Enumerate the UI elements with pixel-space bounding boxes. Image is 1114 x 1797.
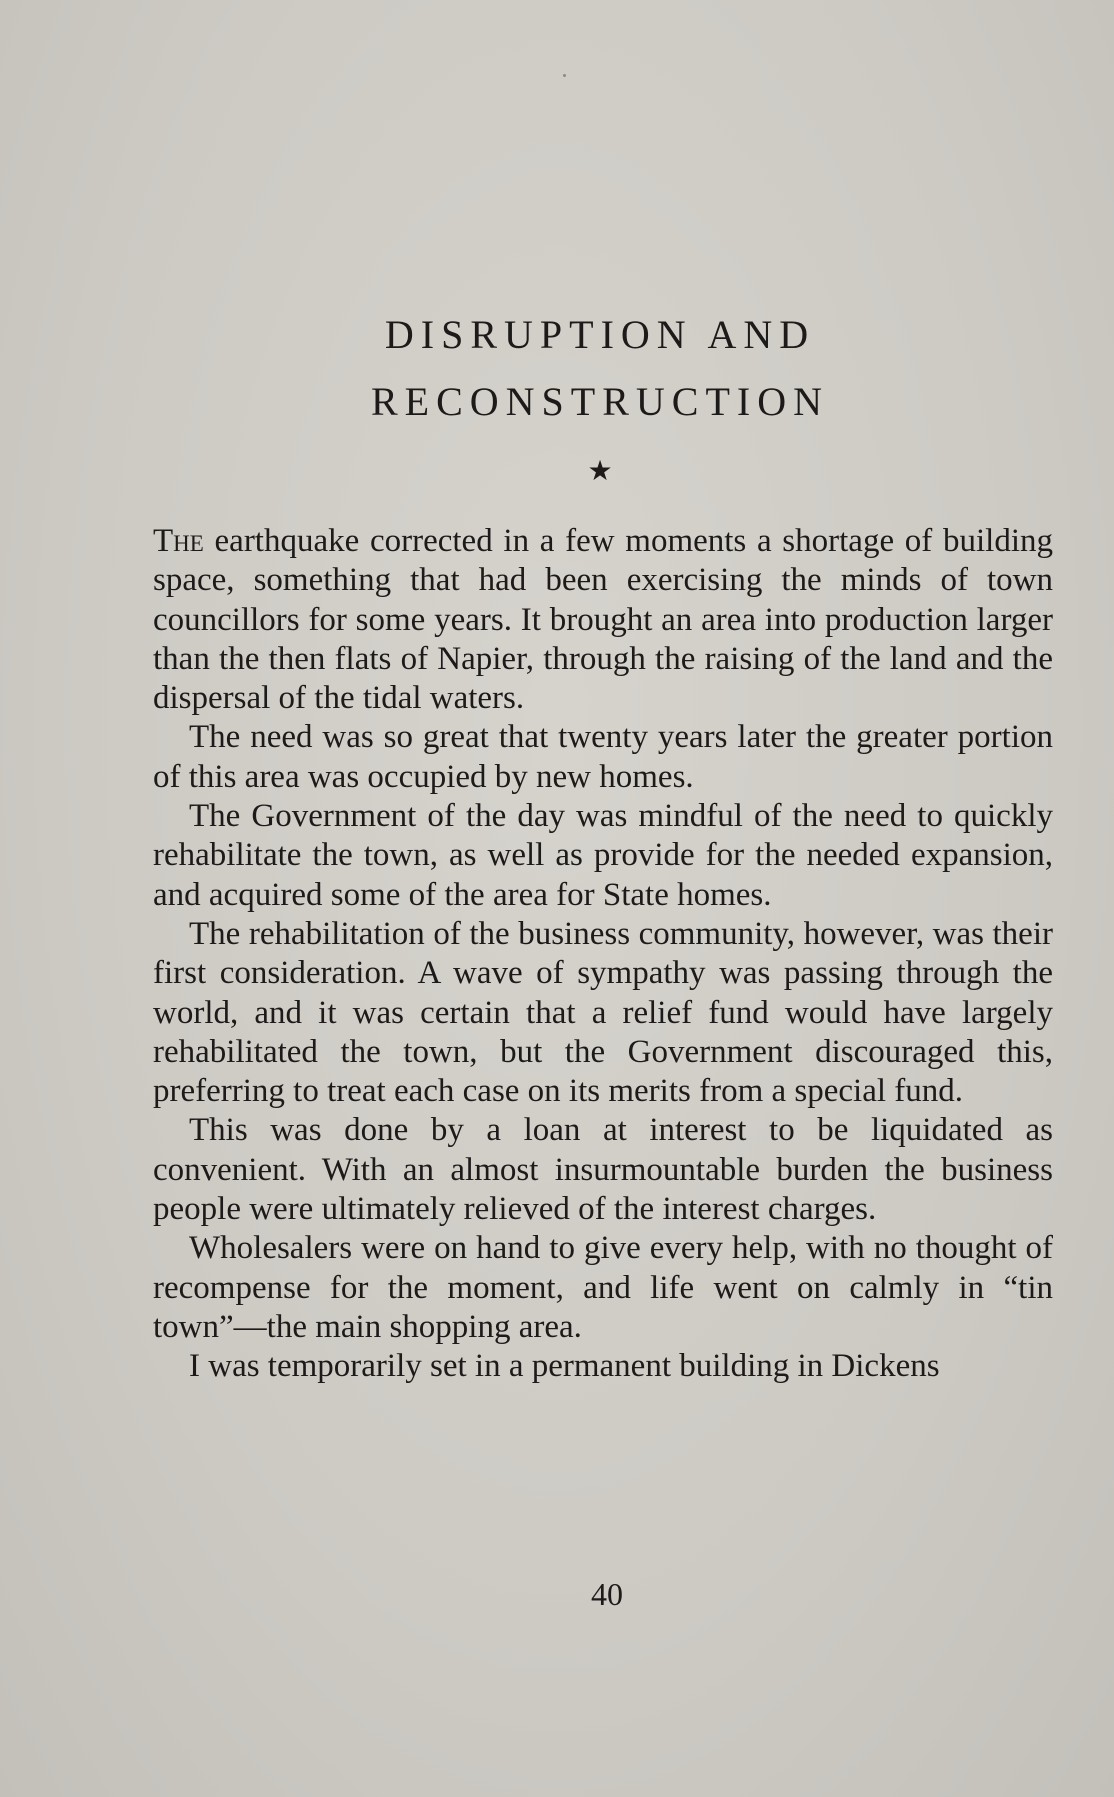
paragraph-5: This was done by a loan at interest to be liquidated as convenient. With an almost insurmountable burden the business people were ultimately relieved of the interest charges. xyxy=(153,1112,1053,1228)
paragraph-4: The rehabilitation of the business community, however, was their first consideration. A wave of sympathy was passing through the world, and it was certain that a relief fund would have largely rehabilitated the town, but the Government discouraged this, preferring to treat each case on its merits from a special fund. xyxy=(153,915,1053,1110)
paragraph-1 xyxy=(153,522,1053,718)
paragraph-lead-word: The xyxy=(153,523,204,559)
paragraph-text: earthquake corrected in a few moments a shortage of building space, something that had been exercising the minds of town councillors for some years. It brought an area into production larger than the then flats of Napier, through the raising of the land and the dispersal of the tidal waters. xyxy=(153,523,1053,717)
paragraph-6: Wholesalers were on hand to give every help, with no thought of recompense for the moment, and life went on calmly in “tin town”—the main shopping area. xyxy=(153,1230,1053,1345)
paragraph-2: The need was so great that twenty years later the greater portion of this area was occupied by new homes. xyxy=(153,719,1053,795)
page-number: 40 xyxy=(591,1576,623,1612)
chapter-title-line-1: DISRUPTION AND xyxy=(384,312,816,357)
paragraph-3: The Government of the day was mindful of the need to quickly rehabilitate the town, as well as provide for the needed expansion, and acquired some of the area for State homes. xyxy=(153,798,1053,913)
star-ornament-icon: ★ xyxy=(587,456,613,487)
paper-speck xyxy=(563,74,566,77)
paragraph-7: I was temporarily set in a permanent building in Dickens xyxy=(189,1348,940,1385)
chapter-body xyxy=(153,522,1053,1387)
chapter-title-line-2: RECONSTRUCTION xyxy=(370,379,830,424)
